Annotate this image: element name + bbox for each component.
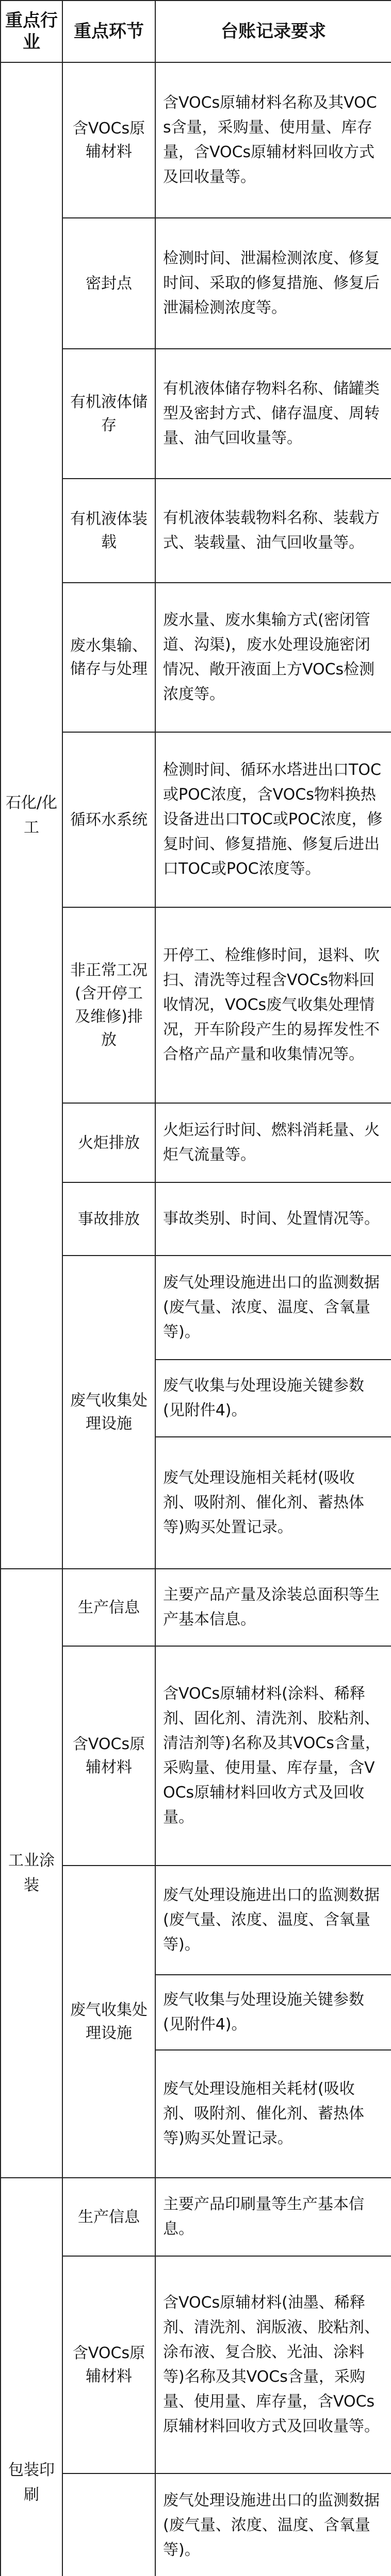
stage-cell [62, 2473, 155, 2576]
stage-cell: 含VOCs原辅材料 [62, 1646, 155, 1866]
requirement-cell: 检测时间、循环水塔进出口TOC或POC浓度，含VOCs物料换热设备进出口TOC或POC浓度，修复时间、修复措施、修复后进出口TOC或POC浓度等。 [155, 732, 391, 907]
stage-cell: 含VOCs原辅材料 [62, 2256, 155, 2473]
requirement-cell: 废水量、废水集输方式(密闭管道、沟渠)，废水处理设施密闭情况、敞开液面上方VOCs检测浓度等。 [155, 583, 391, 732]
stage-cell: 废气收集处理设施 [62, 1256, 155, 1569]
requirement-cell: 废气处理设施进出口的监测数据(废气量、浓度、温度、含氧量等)。 [155, 1256, 391, 1360]
requirement-cell: 含VOCs原辅材料(涂料、稀释剂、固化剂、清洗剂、胶粘剂、清洁剂等)名称及其VOCs含量，采购量、使用量、库存量，含VOCs原辅材料回收方式及回收量。 [155, 1646, 391, 1866]
stage-cell: 废气收集处理设施 [62, 1866, 155, 2178]
requirement-cell: 火炬运行时间、燃料消耗量、火炬气流量等。 [155, 1103, 391, 1182]
requirement-cell: 废气处理设施进出口的监测数据(废气量、浓度、温度、含氧量等)。 [155, 1866, 391, 1975]
requirement-cell: 主要产品印刷量等生产基本信息。 [155, 2178, 391, 2256]
industry-cell: 包装印刷 [1, 2178, 62, 2576]
requirement-cell: 有机液体装载物料名称、装载方式、装载量、油气回收量等。 [155, 479, 391, 583]
requirement-cell: 废气处理设施相关耗材(吸收剂、吸附剂、催化剂、蓄热体等)购买处置记录。 [155, 2050, 391, 2178]
requirement-cell: 含VOCs原辅材料(油墨、稀释剂、清洗剂、润版液、胶粘剂、涂布液、复合胶、光油、涂料等)名称及其VOCs含量，采购量、使用量、库存量，含VOCs原辅材料回收方式及回收量等。 [155, 2256, 391, 2473]
stage-cell: 密封点 [62, 218, 155, 349]
table-row [1, 1569, 391, 1646]
requirement-cell: 主要产品产量及涂装总面积等生产基本信息。 [155, 1569, 391, 1646]
requirement-cell: 含VOCs原辅材料名称及其VOCs含量，采购量、使用量、库存量，含VOCs原辅材料回收方式及回收量等。 [155, 62, 391, 218]
stage-cell: 非正常工况(含开停工及维修)排放 [62, 907, 155, 1103]
header-requirements: 台账记录要求 [155, 1, 391, 62]
table-body [1, 62, 391, 2576]
header-industry: 重点行业 [1, 1, 62, 62]
stage-cell: 废水集输、储存与处理 [62, 583, 155, 732]
requirement-cell: 开停工、检维修时间，退料、吹扫、清洗等过程含VOCs物料回收情况，VOCs废气收集处理情况，开车阶段产生的易挥发性不合格产品产量和收集情况等。 [155, 907, 391, 1103]
stage-cell: 生产信息 [62, 1569, 155, 1646]
stage-cell: 火炬排放 [62, 1103, 155, 1182]
industry-cell: 工业涂装 [1, 1569, 62, 2178]
requirement-cell: 废气处理设施进出口的监测数据(废气量、浓度、温度、含氧量等)。 [155, 2473, 391, 2576]
table-header-row [1, 1, 391, 62]
requirement-cell: 事故类别、时间、处置情况等。 [155, 1182, 391, 1256]
stage-cell: 事故排放 [62, 1182, 155, 1256]
requirement-cell: 检测时间、泄漏检测浓度、修复时间、采取的修复措施、修复后泄漏检测浓度等。 [155, 218, 391, 349]
stage-cell: 循环水系统 [62, 732, 155, 907]
industry-cell: 石化/化工 [1, 62, 62, 1569]
table-row [1, 2178, 391, 2256]
requirement-cell: 废气处理设施相关耗材(吸收剂、吸附剂、催化剂、蓄热体等)购买处置记录。 [155, 1437, 391, 1569]
stage-cell: 生产信息 [62, 2178, 155, 2256]
requirement-cell: 有机液体储存物料名称、储罐类型及密封方式、储存温度、周转量、油气回收量等。 [155, 349, 391, 479]
stage-cell: 含VOCs原辅材料 [62, 62, 155, 218]
table-row [1, 62, 391, 218]
header-stage: 重点环节 [62, 1, 155, 62]
requirement-cell: 废气收集与处理设施关键参数(见附件4)。 [155, 1360, 391, 1437]
stage-cell: 有机液体储存 [62, 349, 155, 479]
stage-cell: 有机液体装载 [62, 479, 155, 583]
requirement-cell: 废气收集与处理设施关键参数(见附件4)。 [155, 1975, 391, 2050]
